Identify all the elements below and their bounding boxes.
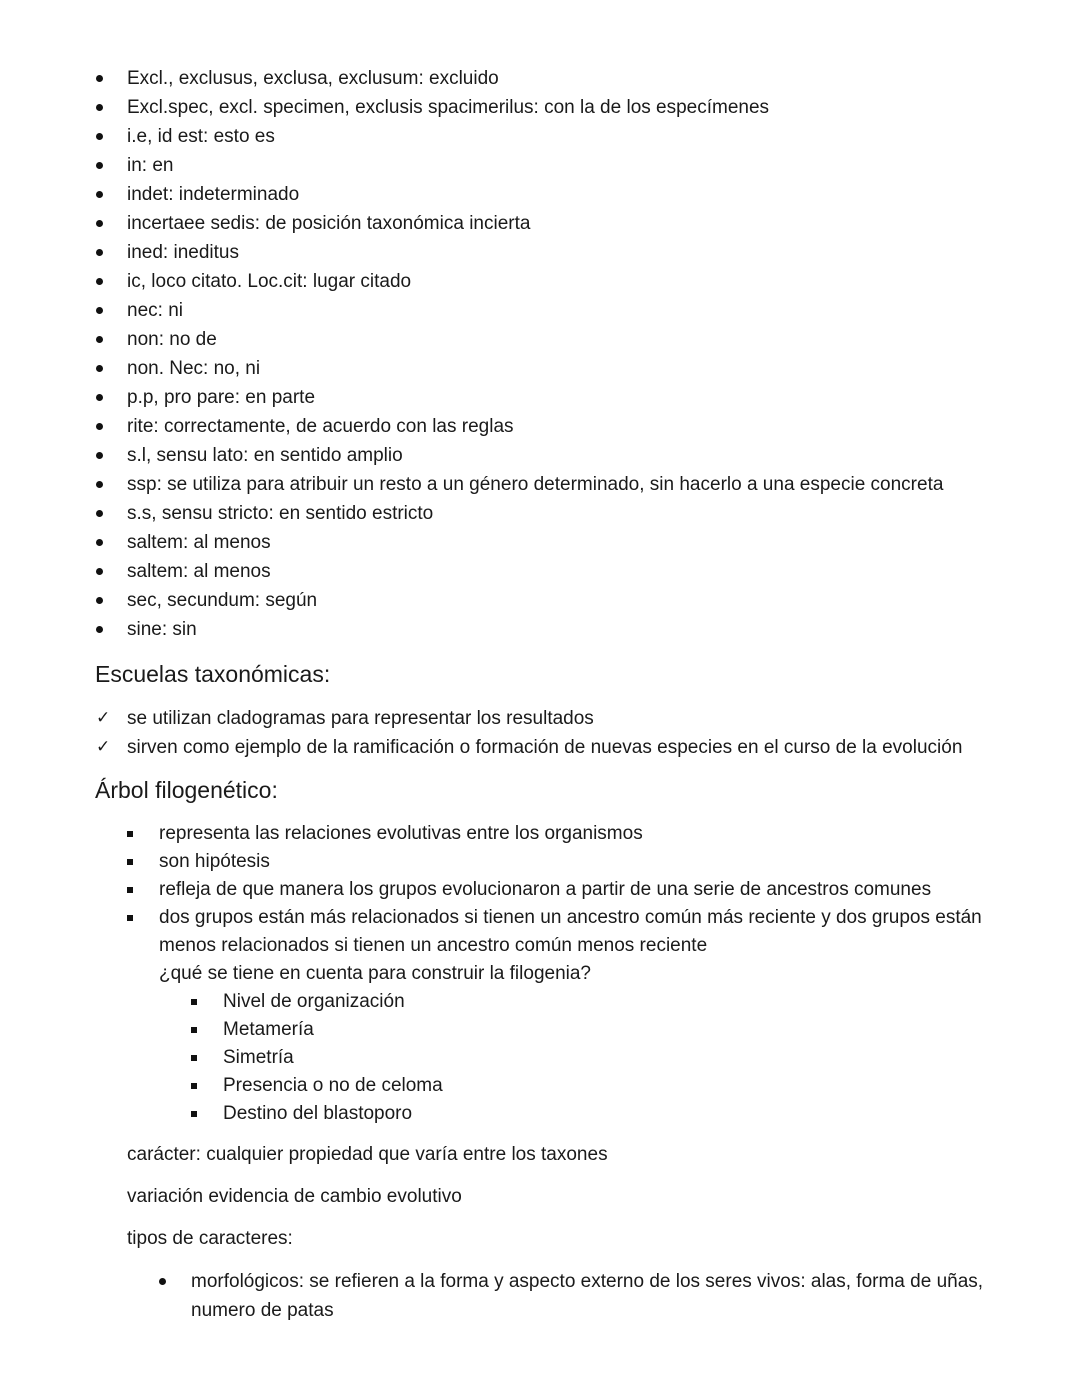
check-icon: ✓ bbox=[96, 737, 111, 757]
square-bullet-icon bbox=[127, 887, 133, 893]
list-item bbox=[96, 528, 996, 557]
list-item-text: saltem: al menos bbox=[127, 561, 271, 582]
list-item bbox=[96, 615, 996, 644]
square-bullet-icon bbox=[191, 1083, 197, 1089]
list-item-text: Presencia o no de celoma bbox=[223, 1075, 443, 1096]
bullet-icon bbox=[96, 307, 103, 314]
bullet-icon bbox=[96, 133, 103, 140]
tree-list bbox=[127, 820, 1007, 1128]
bullet-icon bbox=[96, 568, 103, 575]
list-item bbox=[127, 904, 1007, 1128]
list-item bbox=[96, 122, 996, 151]
square-bullet-icon bbox=[127, 915, 133, 921]
square-bullet-icon bbox=[127, 859, 133, 865]
list-item-text: representa las relaciones evolutivas entre los organismos bbox=[159, 823, 643, 844]
list-item bbox=[127, 848, 1007, 876]
character-definition: carácter: cualquier propiedad que varía entre los taxones bbox=[127, 1144, 608, 1165]
list-item bbox=[127, 876, 1007, 904]
types-heading: tipos de caracteres: bbox=[127, 1228, 293, 1249]
list-item-text: ic, loco citato. Loc.cit: lugar citado bbox=[127, 271, 412, 292]
criteria-list bbox=[191, 988, 1007, 1128]
list-item-text: sec, secundum: según bbox=[127, 590, 318, 611]
list-item-text: rite: correctamente, de acuerdo con las reglas bbox=[127, 416, 514, 437]
bullet-icon bbox=[96, 423, 103, 430]
schools-check-list bbox=[96, 704, 1036, 762]
list-item-text: nec: ni bbox=[127, 300, 183, 321]
bullet-icon bbox=[96, 104, 103, 111]
list-item-text: Simetría bbox=[223, 1047, 294, 1068]
list-item bbox=[96, 325, 996, 354]
list-item bbox=[96, 470, 996, 499]
bullet-icon bbox=[96, 452, 103, 459]
list-item-text: son hipótesis bbox=[159, 851, 270, 872]
list-item bbox=[96, 354, 996, 383]
list-item bbox=[96, 441, 996, 470]
bullet-icon bbox=[96, 510, 103, 517]
bullet-icon bbox=[96, 162, 103, 169]
list-item-text: non: no de bbox=[127, 329, 217, 350]
bullet-icon bbox=[96, 249, 103, 256]
list-item bbox=[96, 209, 996, 238]
list-item bbox=[96, 93, 996, 122]
list-item bbox=[96, 412, 996, 441]
list-item-text: dos grupos están más relacionados si tienen un ancestro común más reciente y dos grupos están menos relacionados si tienen un ancestro común menos reciente bbox=[159, 907, 982, 956]
list-item-text: i.e, id est: esto es bbox=[127, 126, 275, 147]
abbreviation-list bbox=[96, 64, 996, 644]
list-item-text: sine: sin bbox=[127, 619, 197, 640]
list-item bbox=[96, 383, 996, 412]
list-item bbox=[191, 1100, 1007, 1128]
square-bullet-icon bbox=[127, 831, 133, 837]
square-bullet-icon bbox=[191, 999, 197, 1005]
bullet-icon bbox=[96, 394, 103, 401]
section-title-tree: Árbol filogenético: bbox=[95, 777, 278, 803]
check-icon: ✓ bbox=[96, 708, 111, 728]
list-item bbox=[96, 586, 996, 615]
list-item-text: ssp: se utiliza para atribuir un resto a un género determinado, sin hacerlo a una especie concreta bbox=[127, 474, 944, 495]
list-item-text: Excl.spec, excl. specimen, exclusis spacimerilus: con la de los especímenes bbox=[127, 97, 770, 118]
bullet-icon bbox=[96, 481, 103, 488]
list-item bbox=[159, 1267, 1009, 1325]
list-item bbox=[96, 733, 1036, 762]
bullet-icon bbox=[96, 626, 103, 633]
list-item bbox=[191, 1072, 1007, 1100]
bullet-icon bbox=[96, 365, 103, 372]
bullet-icon bbox=[96, 220, 103, 227]
list-item-text: s.s, sensu stricto: en sentido estricto bbox=[127, 503, 434, 524]
character-types-list bbox=[159, 1267, 1009, 1325]
list-item bbox=[96, 238, 996, 267]
variation-paragraph: variación evidencia de cambio evolutivo bbox=[127, 1186, 462, 1207]
list-item bbox=[96, 151, 996, 180]
list-item bbox=[96, 296, 996, 325]
list-item bbox=[96, 180, 996, 209]
bullet-icon bbox=[96, 278, 103, 285]
list-item-text: incertaee sedis: de posición taxonómica incierta bbox=[127, 213, 531, 234]
list-item bbox=[96, 267, 996, 296]
list-item bbox=[96, 557, 996, 586]
list-item-text: refleja de que manera los grupos evolucionaron a partir de una serie de ancestros comunes bbox=[159, 879, 932, 900]
list-item bbox=[191, 1044, 1007, 1072]
phylogeny-question: ¿qué se tiene en cuenta para construir la filogenia? bbox=[159, 963, 591, 984]
section-title-schools: Escuelas taxonómicas: bbox=[95, 661, 331, 687]
bullet-icon bbox=[96, 539, 103, 546]
list-item-text: Destino del blastoporo bbox=[223, 1103, 413, 1124]
list-item-text: s.l, sensu lato: en sentido amplio bbox=[127, 445, 403, 466]
list-item-text: se utilizan cladogramas para representar los resultados bbox=[127, 708, 594, 729]
list-item bbox=[127, 820, 1007, 848]
square-bullet-icon bbox=[191, 1055, 197, 1061]
bullet-icon bbox=[96, 191, 103, 198]
list-item-text: Nivel de organización bbox=[223, 991, 405, 1012]
square-bullet-icon bbox=[191, 1111, 197, 1117]
list-item-text: in: en bbox=[127, 155, 174, 176]
list-item bbox=[96, 499, 996, 528]
list-item bbox=[96, 704, 1036, 733]
bullet-icon bbox=[96, 336, 103, 343]
list-item bbox=[96, 64, 996, 93]
list-item-text: non. Nec: no, ni bbox=[127, 358, 261, 379]
list-item-text: saltem: al menos bbox=[127, 532, 271, 553]
list-item bbox=[191, 988, 1007, 1016]
list-item-text: sirven como ejemplo de la ramificación o formación de nuevas especies en el curso de la evolución bbox=[127, 737, 963, 758]
bullet-icon bbox=[96, 597, 103, 604]
list-item bbox=[191, 1016, 1007, 1044]
list-item-text: p.p, pro pare: en parte bbox=[127, 387, 316, 408]
list-item-text: morfológicos: se refieren a la forma y aspecto externo de los seres vivos: alas, forma de uñas, numero de patas bbox=[191, 1271, 984, 1321]
square-bullet-icon bbox=[191, 1027, 197, 1033]
bullet-icon bbox=[96, 75, 103, 82]
list-item-text: Excl., exclusus, exclusa, exclusum: excluido bbox=[127, 68, 499, 89]
bullet-icon bbox=[159, 1278, 166, 1285]
list-item-text: ined: ineditus bbox=[127, 242, 239, 263]
list-item-text: Metamería bbox=[223, 1019, 314, 1040]
list-item-text: indet: indeterminado bbox=[127, 184, 300, 205]
